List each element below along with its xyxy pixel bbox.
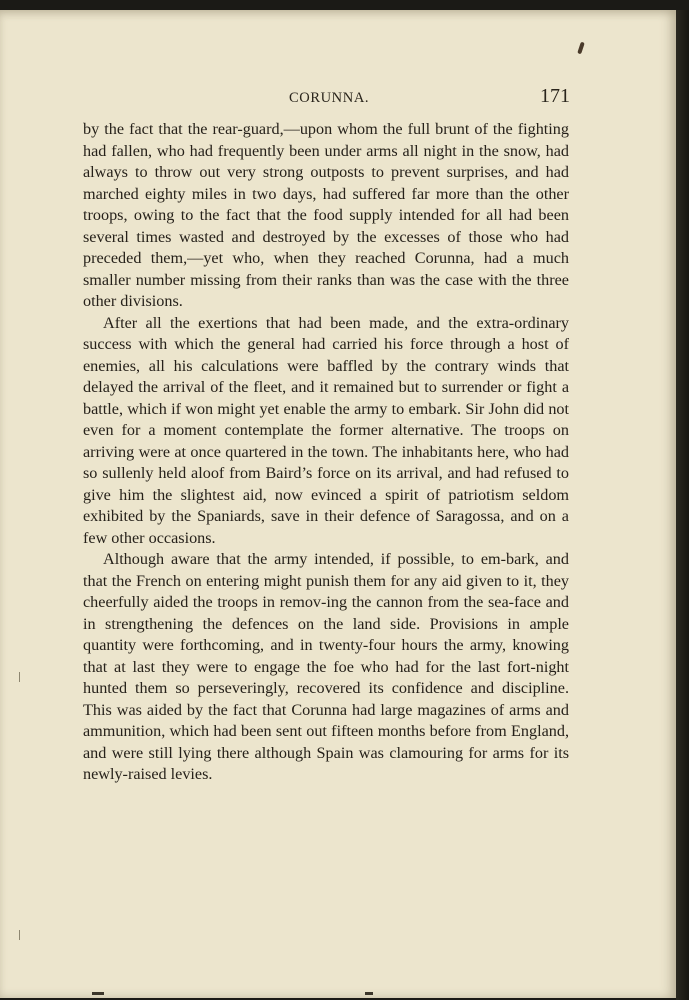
paragraph: Although aware that the army intended, if possible, to em-bark, and that the French on entering might punish them for any aid given to it, they cheerfully aided the troops in remov-ing the cannon from the sea-face and in strengthening the defences on the land side. Provisions in ample quantity were forthcoming, and in twenty-four hours the army, knowing that at last they were to engage the foe who had for the last fort-night hunted them so perseveringly, recovered its confidence and discipline. This was aided by the fact that Corunna had large magazines of arms and ammunition, which had been sent out fifteen months before from England, and were still lying there although Spain was clamouring for arms for its newly-raised levies. bbox=[83, 550, 569, 783]
body-text bbox=[83, 119, 569, 786]
page-header bbox=[82, 85, 572, 112]
paragraph: by the fact that the rear-guard,—upon whom the full brunt of the fighting had fallen, who had frequently been under arms all night in the snow, had always to throw out very strong outposts to prevent surprises, and had marched eighty miles in two days, had suffered far more than the other troops, owing to the fact that the food supply intended for all had been several times wasted and destroyed by the excesses of those who had preceded them,—yet who, when they reached Corunna, had a much smaller number missing from their ranks than was the case with the three other divisions. bbox=[83, 120, 569, 310]
page-number: 171 bbox=[540, 85, 570, 107]
page-edge-shadow bbox=[676, 10, 689, 1000]
bottom-edge-mark bbox=[365, 992, 373, 995]
margin-mark bbox=[19, 930, 20, 940]
paragraph: After all the exertions that had been made, and the extra-ordinary success with which the general had carried his force through a host of enemies, all his calculations were baffled by the contrary winds that delayed the arrival of the fleet, and it remained but to surrender or fight a battle, which if won might yet enable the army to embark. Sir John did not even for a moment contemplate the former alternative. The troops on arriving were at once quartered in the town. The inhabitants here, who had so sullenly held aloof from Baird’s force on its arrival, and had refused to give him the slightest aid, now evinced a spirit of patriotism seldom exhibited by the Spaniards, save in their defence of Saragossa, and on a few other occasions. bbox=[83, 313, 569, 547]
running-head: CORUNNA. bbox=[289, 90, 370, 106]
bottom-edge-mark bbox=[92, 992, 104, 995]
margin-mark bbox=[19, 672, 20, 682]
